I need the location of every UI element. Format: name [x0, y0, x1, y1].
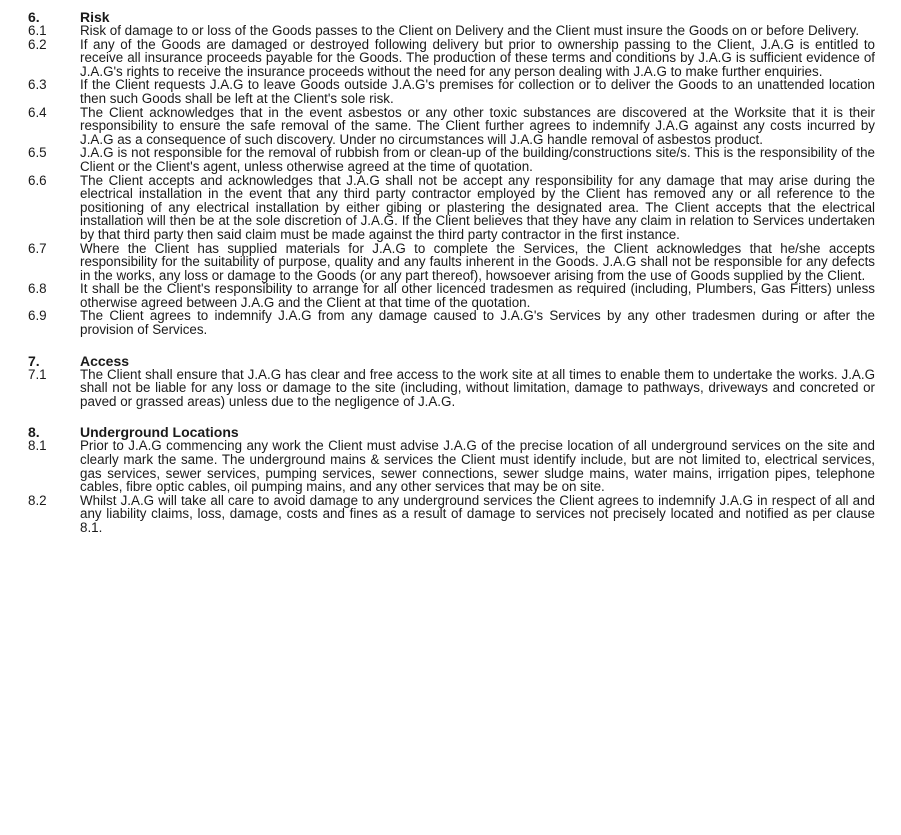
clause-text: Whilst J.A.G will take all care to avoid damage to any underground services the Client agrees to indemnify J.A.G in respect of all and any liability claims, loss, damage, costs and fines as a result of damage to services not precisely located and notified as per clause 8.1.: [80, 492, 875, 535]
clause-6-4: [28, 106, 875, 147]
clause-number: 8.1: [28, 438, 47, 454]
clause-8-1: [28, 439, 875, 493]
clause-6-7: [28, 242, 875, 283]
clause-number: 7.1: [28, 366, 47, 382]
section-number: 7.: [28, 352, 40, 369]
section-title: Underground Locations: [80, 424, 239, 441]
clause-8-2: [28, 494, 875, 535]
clause-text: The Client acknowledges that in the event asbestos or any other toxic substances are discovered at the Worksite that it is their responsibility to ensure the safe removal of the same. The Client further agrees to indemnify J.A.G against any costs incurred by J.A.G as a consequence of such discovery. Under no circumstances will J.A.G handle removal of asbestos product.: [80, 104, 875, 147]
section-access: [28, 354, 875, 409]
clause-text: The Client agrees to indemnify J.A.G from any damage caused to J.A.G's Services by any other tradesmen during or after the provision of Services.: [80, 308, 875, 338]
clause-number: 6.8: [28, 281, 47, 297]
clause-6-5: [28, 146, 875, 173]
clause-6-6: [28, 174, 875, 242]
clause-text: If any of the Goods are damaged or destroyed following delivery but prior to ownership passing to the Client, J.A.G is entitled to receive all insurance proceeds payable for the Goods. The production of these terms and conditions by J.A.G is sufficient evidence of J.A.G's rights to receive the insurance proceeds without the need for any person dealing with J.A.G to make further enquiries.: [80, 36, 875, 79]
clause-6-9: [28, 309, 875, 336]
section-title: Access: [80, 352, 130, 369]
clause-number: 6.1: [28, 23, 47, 38]
section-underground-locations: [28, 425, 875, 534]
section-heading: [28, 425, 875, 439]
clause-number: 6.4: [28, 104, 47, 120]
clause-text: The Client accepts and acknowledges that J.A.G shall not be accept any responsibility for any damage that may arise during the electrical installation in the event that any third party contractor employed by the Client has removed any or all reference to the positioning of any electrical installation by either gibing or plastering the designated area. The Client accepts that the electrical installation will then be at the sole discretion of J.A.G. If the Client believes that they have any claim in relation to Services undertaken by that third party then said claim must be made against the third party contractor in the first instance.: [80, 172, 875, 242]
clause-text: Risk of damage to or loss of the Goods passes to the Client on Delivery and the Client must insure the Goods on or before Delivery.: [80, 23, 860, 38]
clause-text: J.A.G is not responsible for the removal of rubbish from or clean-up of the building/constructions site/s. This is the responsibility of the Client or the Client's agent, unless otherwise agreed at the time of quotation.: [80, 145, 875, 174]
clause-text: The Client shall ensure that J.A.G has clear and free access to the work site at all times to enable them to undertake the works. J.A.G shall not be liable for any loss or damage to the site (including, without limitation, damage to pathways, driveways and concreted or paved or grassed areas) unless due to the negligence of J.A.G.: [80, 366, 875, 409]
clause-number: 6.3: [28, 77, 47, 93]
section-title: Risk: [80, 9, 110, 25]
clause-6-2: [28, 38, 875, 79]
section-heading: [28, 354, 875, 368]
clause-text: Where the Client has supplied materials for J.A.G to complete the Services, the Client acknowledges that he/she accepts responsibility for the suitability of purpose, quality and any faults inherent in the Goods. J.A.G shall not be responsible for any defects in the works, any loss or damage to the Goods (or any part thereof), howsoever arising from the use of Goods supplied by the Client.: [80, 240, 875, 283]
clause-6-3: [28, 78, 875, 105]
clause-6-8: [28, 282, 875, 309]
section-number: 6.: [28, 9, 40, 25]
section-risk: [28, 10, 875, 337]
clause-7-1: [28, 368, 875, 409]
clause-text: Prior to J.A.G commencing any work the Client must advise J.A.G of the precise location of all underground services on the site and clearly mark the same. The underground mains & services the Client must identify include, but are not limited to, electrical services, gas services, sewer services, pumping services, sewer connections, sewer sludge mains, water mains, irrigation pipes, telephone cables, fibre optic cables, oil pumping mains, and any other services that may be on site.: [80, 438, 875, 495]
clause-text: It shall be the Client's responsibility to arrange for all other licenced tradesmen as required (including, Plumbers, Gas Fitters) unless otherwise agreed between J.A.G and the Client at that time of the quotation.: [80, 281, 875, 310]
clause-number: 6.7: [28, 240, 47, 256]
clause-number: 6.5: [28, 145, 47, 161]
clause-number: 8.2: [28, 492, 47, 508]
clause-text: If the Client requests J.A.G to leave Goods outside J.A.G's premises for collection or to deliver the Goods to an unattended location then such Goods shall be left at the Client's sole risk.: [80, 77, 875, 106]
clause-number: 6.9: [28, 308, 47, 324]
section-heading: [28, 10, 875, 24]
clause-number: 6.2: [28, 36, 47, 52]
section-number: 8.: [28, 424, 40, 441]
clause-number: 6.6: [28, 172, 47, 188]
clause-6-1: [28, 24, 875, 38]
